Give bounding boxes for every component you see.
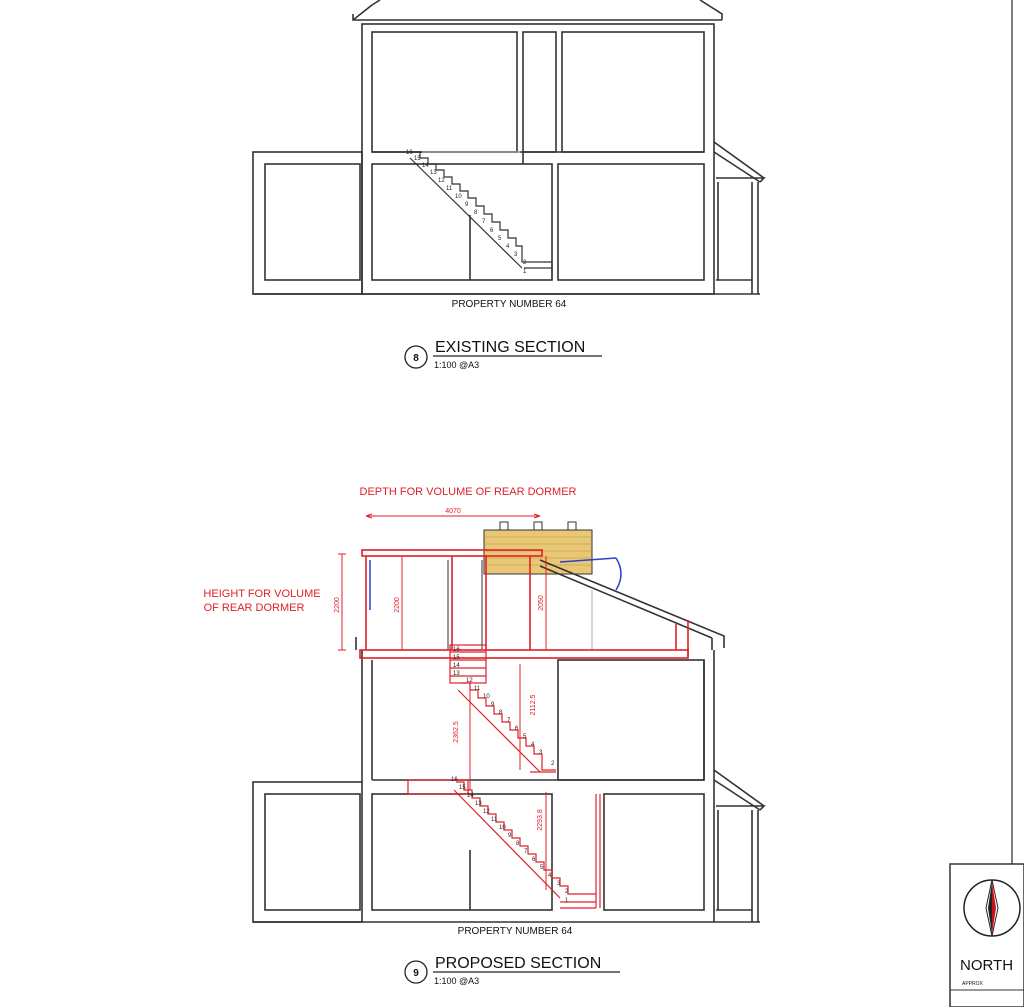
existing-stair-number: 11	[446, 186, 453, 192]
lower-stair-number: 16	[451, 777, 458, 783]
existing-property-label: PROPERTY NUMBER 64	[451, 299, 567, 310]
lower-stair-number: 2	[565, 889, 569, 895]
upper-stair-number: 9	[491, 702, 495, 708]
lower-stair-number: 4	[548, 873, 552, 879]
dim-upper-stair: 2112.5	[530, 694, 537, 716]
north-arrow-box	[950, 864, 1024, 1007]
existing-stair-number: 7	[482, 219, 486, 225]
upper-stair-number: 16	[453, 647, 460, 653]
upper-stair-number: 15	[453, 655, 460, 661]
dim-height-outer: 2200	[334, 597, 341, 613]
existing-stair-number: 14	[422, 163, 429, 169]
lower-stair-number: 8	[516, 841, 520, 847]
upper-stair-number: 12	[466, 678, 473, 684]
height-dimensions	[338, 554, 546, 890]
chimney	[484, 522, 592, 574]
existing-stair-number: 3	[514, 252, 518, 258]
existing-stair-numbers	[406, 150, 527, 275]
upper-stair-number: 11	[474, 686, 481, 692]
existing-stair-number: 4	[506, 244, 510, 250]
existing-section-number: 8	[413, 353, 419, 364]
north-sublabel: APPROX	[962, 981, 983, 987]
dim-lower-stair: 2293.8	[537, 809, 544, 831]
dim-mid: 2362.5	[453, 721, 460, 743]
dim-height-inner: 2200	[394, 597, 401, 613]
lower-stair-number: 15	[459, 785, 466, 791]
lower-stair-number: 1	[565, 898, 569, 904]
upper-stair-numbers	[453, 647, 555, 767]
lower-stair-number: 11	[491, 817, 498, 823]
lower-stair-number: 14	[467, 793, 474, 799]
upper-stair-number: 8	[499, 710, 503, 716]
proposed-property-label: PROPERTY NUMBER 64	[457, 926, 573, 937]
upper-stair-number: 13	[453, 671, 460, 677]
lower-stair-number: 13	[475, 801, 482, 807]
existing-stair-number: 10	[455, 194, 462, 200]
height-note-line1: HEIGHT FOR VOLUME	[203, 588, 321, 600]
depth-note: DEPTH FOR VOLUME OF REAR DORMER	[359, 486, 577, 498]
existing-stair-number: 5	[498, 236, 502, 242]
existing-title-block	[405, 339, 602, 370]
existing-stair-number: 8	[474, 210, 478, 216]
north-label: NORTH	[960, 957, 1014, 974]
lower-stair-number: 6	[532, 857, 536, 863]
upper-stair-number: 4	[531, 742, 535, 748]
lower-stair	[408, 780, 600, 908]
existing-stair-number: 1	[523, 269, 527, 275]
proposed-section-title: PROPOSED SECTION	[435, 955, 602, 972]
upper-stair-number: 5	[523, 734, 527, 740]
lower-stair-number: 3	[557, 881, 561, 887]
upper-stair-number: 2	[551, 761, 555, 767]
proposed-title-block	[405, 955, 620, 986]
upper-stair-number: 10	[483, 694, 490, 700]
lower-stair-number: 7	[524, 849, 528, 855]
upper-stair-number: 6	[515, 726, 519, 732]
lower-stair-number: 9	[508, 833, 512, 839]
existing-stair-number: 15	[414, 156, 421, 162]
existing-stair-number: 6	[490, 228, 494, 234]
existing-stair-number: 12	[438, 178, 445, 184]
upper-stair-number: 3	[539, 750, 543, 756]
dim-depth: 4070	[445, 508, 461, 515]
lower-stair-number: 12	[483, 809, 490, 815]
upper-stair-number: 7	[507, 718, 511, 724]
existing-stair-number: 9	[465, 202, 469, 208]
existing-section-title: EXISTING SECTION	[435, 339, 586, 356]
existing-stair-number: 13	[430, 170, 437, 176]
lower-stair-number: 10	[499, 825, 506, 831]
proposed-section-scale: 1:100 @A3	[434, 976, 480, 986]
dim-height-right: 2050	[538, 595, 545, 611]
existing-section-scale: 1:100 @A3	[434, 360, 480, 370]
upper-stair-number: 14	[453, 663, 460, 669]
existing-stair-number: 16	[406, 150, 413, 156]
north-arrow-icon	[964, 880, 1020, 936]
proposed-section-number: 9	[413, 968, 419, 979]
height-note-line2: OF REAR DORMER	[203, 602, 305, 614]
lower-stair-number: 5	[540, 865, 544, 871]
existing-stair-number: 2	[523, 260, 527, 266]
